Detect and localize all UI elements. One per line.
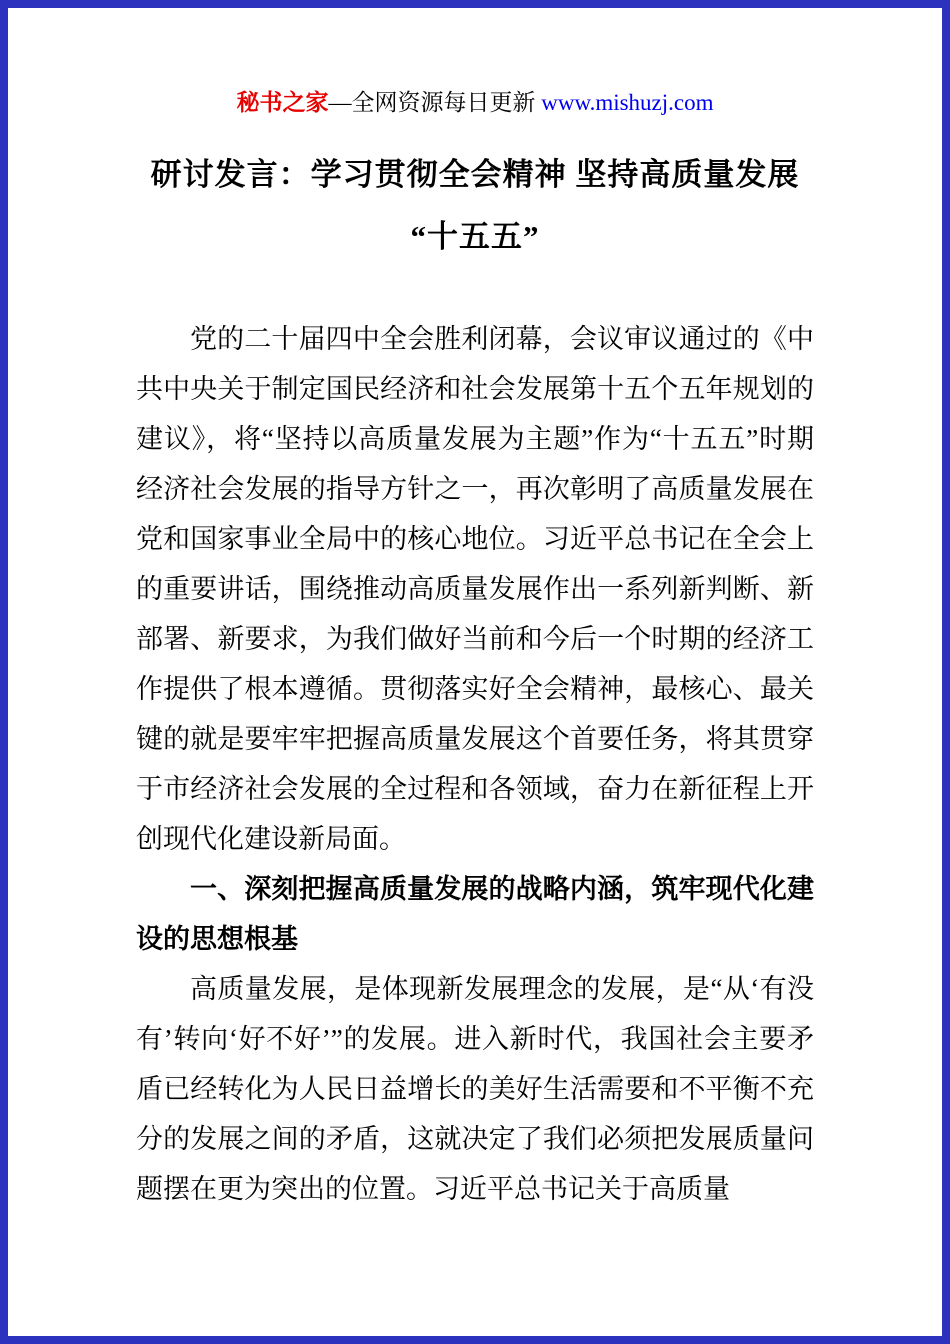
site-header: [136, 88, 814, 118]
document-body: [136, 314, 814, 1214]
document-title: [136, 144, 814, 268]
site-tagline: —全网资源每日更新: [328, 90, 542, 115]
paragraph-section-1: 高质量发展，是体现新发展理念的发展，是“从‘有没有’转向‘好不好’”的发展。进入新时代，我国社会主要矛盾已经转化为人民日益增长的美好生活需要和不平衡不充分的发展之间的矛盾，这就决定了我们必须把发展质量问题摆在更为突出的位置。习近平总书记关于高质量: [136, 974, 814, 1204]
site-brand: 秘书之家: [236, 90, 329, 115]
section-heading-1: 一、深刻把握高质量发展的战略内涵，筑牢现代化建设的思想根基: [136, 874, 814, 954]
paragraph-intro: 党的二十届四中全会胜利闭幕，会议审议通过的《中共中央关于制定国民经济和社会发展第十五个五年规划的建议》，将“坚持以高质量发展为主题”作为“十五五”时期经济社会发展的指导方针之一，再次彰明了高质量发展在党和国家事业全局中的核心地位。习近平总书记在全会上的重要讲话，围绕推动高质量发展作出一系列新判断、新部署、新要求，为我们做好当前和今后一个时期的经济工作提供了根本遵循。贯彻落实好全会精神，最核心、最关键的就是要牢牢把握高质量发展这个首要任务，将其贯穿于市经济社会发展的全过程和各领域，奋力在新征程上开创现代化建设新局面。: [136, 324, 814, 854]
title-line-2: “十五五”: [410, 219, 540, 254]
title-line-1: 研讨发言：学习贯彻全会精神 坚持高质量发展: [150, 157, 800, 192]
site-url-link[interactable]: www.mishuzj.com: [541, 90, 714, 115]
page-content: [8, 88, 942, 1214]
